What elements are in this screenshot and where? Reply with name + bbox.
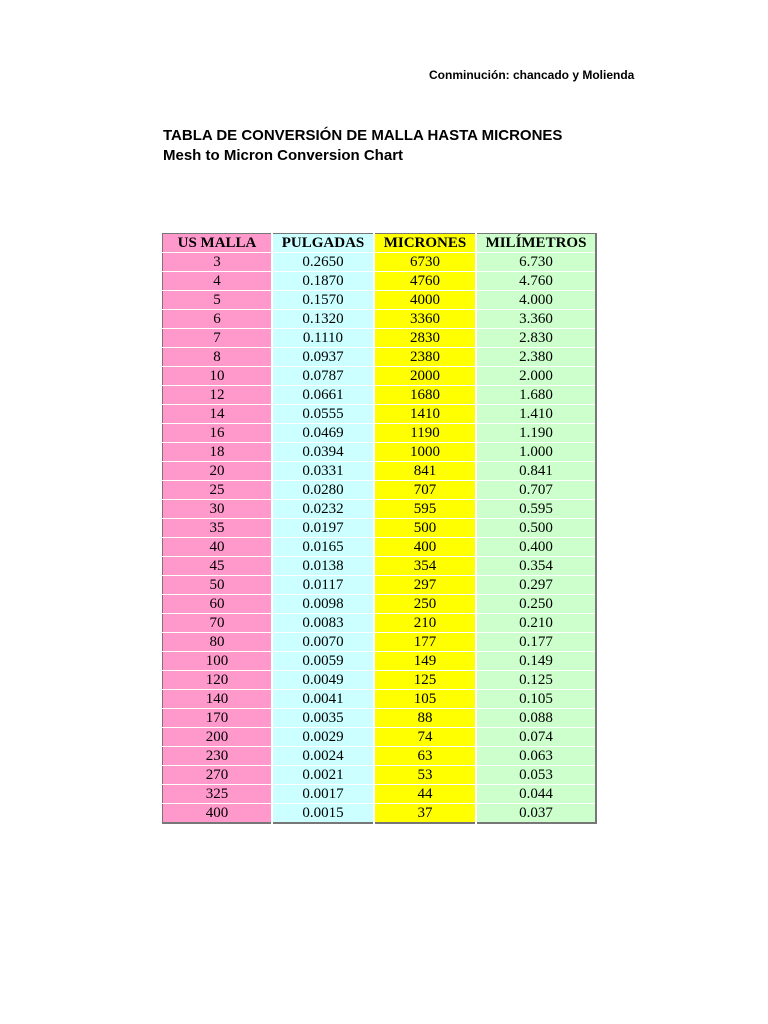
title-spanish: TABLA DE CONVERSIÓN DE MALLA HASTA MICRONES (163, 127, 563, 144)
cell-micrones: 6730 (374, 253, 476, 272)
cell-pulgadas: 0.0083 (272, 614, 374, 633)
cell-milimetros: 0.088 (476, 709, 596, 728)
cell-pulgadas: 0.0049 (272, 671, 374, 690)
cell-pulgadas: 0.1320 (272, 310, 374, 329)
table-row (163, 462, 597, 481)
cell-us-malla: 50 (163, 576, 273, 595)
table-row (163, 804, 597, 824)
cell-us-malla: 80 (163, 633, 273, 652)
cell-milimetros: 0.354 (476, 557, 596, 576)
cell-pulgadas: 0.0059 (272, 652, 374, 671)
cell-pulgadas: 0.0021 (272, 766, 374, 785)
cell-micrones: 4000 (374, 291, 476, 310)
cell-pulgadas: 0.0661 (272, 386, 374, 405)
cell-milimetros: 0.105 (476, 690, 596, 709)
cell-us-malla: 6 (163, 310, 273, 329)
cell-pulgadas: 0.0041 (272, 690, 374, 709)
table-row (163, 652, 597, 671)
cell-micrones: 210 (374, 614, 476, 633)
cell-pulgadas: 0.0017 (272, 785, 374, 804)
cell-milimetros: 1.000 (476, 443, 596, 462)
cell-milimetros: 1.680 (476, 386, 596, 405)
cell-micrones: 1680 (374, 386, 476, 405)
table-row (163, 500, 597, 519)
cell-pulgadas: 0.0029 (272, 728, 374, 747)
cell-milimetros: 2.000 (476, 367, 596, 386)
cell-micrones: 707 (374, 481, 476, 500)
cell-milimetros: 0.177 (476, 633, 596, 652)
cell-pulgadas: 0.0024 (272, 747, 374, 766)
cell-micrones: 149 (374, 652, 476, 671)
header-us-malla: US MALLA (163, 234, 273, 253)
cell-us-malla: 10 (163, 367, 273, 386)
cell-micrones: 2380 (374, 348, 476, 367)
cell-milimetros: 0.210 (476, 614, 596, 633)
cell-micrones: 841 (374, 462, 476, 481)
cell-micrones: 500 (374, 519, 476, 538)
cell-milimetros: 3.360 (476, 310, 596, 329)
cell-micrones: 44 (374, 785, 476, 804)
cell-us-malla: 25 (163, 481, 273, 500)
header-micrones: MICRONES (374, 234, 476, 253)
cell-us-malla: 100 (163, 652, 273, 671)
table-row (163, 405, 597, 424)
cell-pulgadas: 0.0197 (272, 519, 374, 538)
cell-milimetros: 4.000 (476, 291, 596, 310)
cell-pulgadas: 0.0117 (272, 576, 374, 595)
table-row (163, 671, 597, 690)
table-row (163, 386, 597, 405)
document-header-note: Conminución: chancado y Molienda (429, 68, 635, 82)
cell-us-malla: 200 (163, 728, 273, 747)
cell-milimetros: 4.760 (476, 272, 596, 291)
table-row (163, 253, 597, 272)
table-row (163, 766, 597, 785)
cell-us-malla: 40 (163, 538, 273, 557)
cell-us-malla: 20 (163, 462, 273, 481)
cell-micrones: 297 (374, 576, 476, 595)
cell-micrones: 1410 (374, 405, 476, 424)
cell-micrones: 250 (374, 595, 476, 614)
table-row (163, 690, 597, 709)
cell-milimetros: 0.595 (476, 500, 596, 519)
table-row (163, 595, 597, 614)
table-row (163, 785, 597, 804)
cell-pulgadas: 0.1570 (272, 291, 374, 310)
cell-milimetros: 0.037 (476, 804, 596, 824)
cell-milimetros: 0.063 (476, 747, 596, 766)
cell-micrones: 3360 (374, 310, 476, 329)
cell-pulgadas: 0.0015 (272, 804, 374, 824)
cell-milimetros: 0.074 (476, 728, 596, 747)
cell-milimetros: 0.841 (476, 462, 596, 481)
cell-us-malla: 3 (163, 253, 273, 272)
cell-pulgadas: 0.0331 (272, 462, 374, 481)
cell-pulgadas: 0.0138 (272, 557, 374, 576)
cell-us-malla: 30 (163, 500, 273, 519)
cell-us-malla: 325 (163, 785, 273, 804)
cell-micrones: 53 (374, 766, 476, 785)
table-row (163, 728, 597, 747)
cell-micrones: 1000 (374, 443, 476, 462)
cell-pulgadas: 0.0035 (272, 709, 374, 728)
table-row (163, 329, 597, 348)
header-milimetros: MILÍMETROS (476, 234, 596, 253)
cell-milimetros: 0.053 (476, 766, 596, 785)
cell-micrones: 37 (374, 804, 476, 824)
cell-pulgadas: 0.1110 (272, 329, 374, 348)
cell-milimetros: 0.707 (476, 481, 596, 500)
cell-pulgadas: 0.0232 (272, 500, 374, 519)
cell-milimetros: 6.730 (476, 253, 596, 272)
cell-us-malla: 18 (163, 443, 273, 462)
table-row (163, 614, 597, 633)
table-row (163, 576, 597, 595)
cell-milimetros: 0.297 (476, 576, 596, 595)
cell-pulgadas: 0.0098 (272, 595, 374, 614)
cell-pulgadas: 0.0469 (272, 424, 374, 443)
cell-milimetros: 2.380 (476, 348, 596, 367)
cell-us-malla: 45 (163, 557, 273, 576)
cell-us-malla: 120 (163, 671, 273, 690)
title-block (163, 126, 562, 166)
cell-micrones: 354 (374, 557, 476, 576)
cell-micrones: 2000 (374, 367, 476, 386)
table-row (163, 424, 597, 443)
cell-pulgadas: 0.2650 (272, 253, 374, 272)
conversion-table-wrapper (162, 233, 597, 824)
cell-us-malla: 4 (163, 272, 273, 291)
cell-us-malla: 230 (163, 747, 273, 766)
table-row (163, 443, 597, 462)
cell-milimetros: 0.400 (476, 538, 596, 557)
cell-micrones: 4760 (374, 272, 476, 291)
cell-micrones: 400 (374, 538, 476, 557)
cell-pulgadas: 0.0937 (272, 348, 374, 367)
cell-pulgadas: 0.0070 (272, 633, 374, 652)
cell-milimetros: 0.125 (476, 671, 596, 690)
cell-us-malla: 60 (163, 595, 273, 614)
cell-micrones: 125 (374, 671, 476, 690)
cell-milimetros: 2.830 (476, 329, 596, 348)
cell-pulgadas: 0.0787 (272, 367, 374, 386)
table-row (163, 367, 597, 386)
cell-us-malla: 14 (163, 405, 273, 424)
cell-us-malla: 140 (163, 690, 273, 709)
table-row (163, 633, 597, 652)
cell-milimetros: 0.044 (476, 785, 596, 804)
cell-micrones: 177 (374, 633, 476, 652)
table-row (163, 291, 597, 310)
cell-milimetros: 0.500 (476, 519, 596, 538)
table-row (163, 538, 597, 557)
cell-pulgadas: 0.0394 (272, 443, 374, 462)
table-row (163, 348, 597, 367)
cell-milimetros: 0.250 (476, 595, 596, 614)
cell-micrones: 1190 (374, 424, 476, 443)
cell-pulgadas: 0.1870 (272, 272, 374, 291)
cell-us-malla: 7 (163, 329, 273, 348)
cell-us-malla: 35 (163, 519, 273, 538)
table-row (163, 709, 597, 728)
cell-us-malla: 5 (163, 291, 273, 310)
cell-milimetros: 1.410 (476, 405, 596, 424)
cell-pulgadas: 0.0165 (272, 538, 374, 557)
table-header-row (163, 234, 597, 253)
title-english: Mesh to Micron Conversion Chart (163, 147, 404, 164)
cell-pulgadas: 0.0555 (272, 405, 374, 424)
table-body (163, 253, 597, 824)
cell-us-malla: 270 (163, 766, 273, 785)
header-pulgadas: PULGADAS (272, 234, 374, 253)
cell-us-malla: 400 (163, 804, 273, 824)
cell-pulgadas: 0.0280 (272, 481, 374, 500)
cell-micrones: 105 (374, 690, 476, 709)
cell-micrones: 74 (374, 728, 476, 747)
cell-us-malla: 16 (163, 424, 273, 443)
cell-milimetros: 1.190 (476, 424, 596, 443)
cell-us-malla: 170 (163, 709, 273, 728)
table-row (163, 747, 597, 766)
table-row (163, 310, 597, 329)
table-row (163, 519, 597, 538)
mesh-micron-conversion-table (162, 233, 597, 824)
cell-us-malla: 8 (163, 348, 273, 367)
cell-micrones: 63 (374, 747, 476, 766)
cell-micrones: 2830 (374, 329, 476, 348)
cell-us-malla: 12 (163, 386, 273, 405)
table-row (163, 481, 597, 500)
table-row (163, 272, 597, 291)
table-row (163, 557, 597, 576)
cell-us-malla: 70 (163, 614, 273, 633)
cell-micrones: 595 (374, 500, 476, 519)
cell-micrones: 88 (374, 709, 476, 728)
cell-milimetros: 0.149 (476, 652, 596, 671)
